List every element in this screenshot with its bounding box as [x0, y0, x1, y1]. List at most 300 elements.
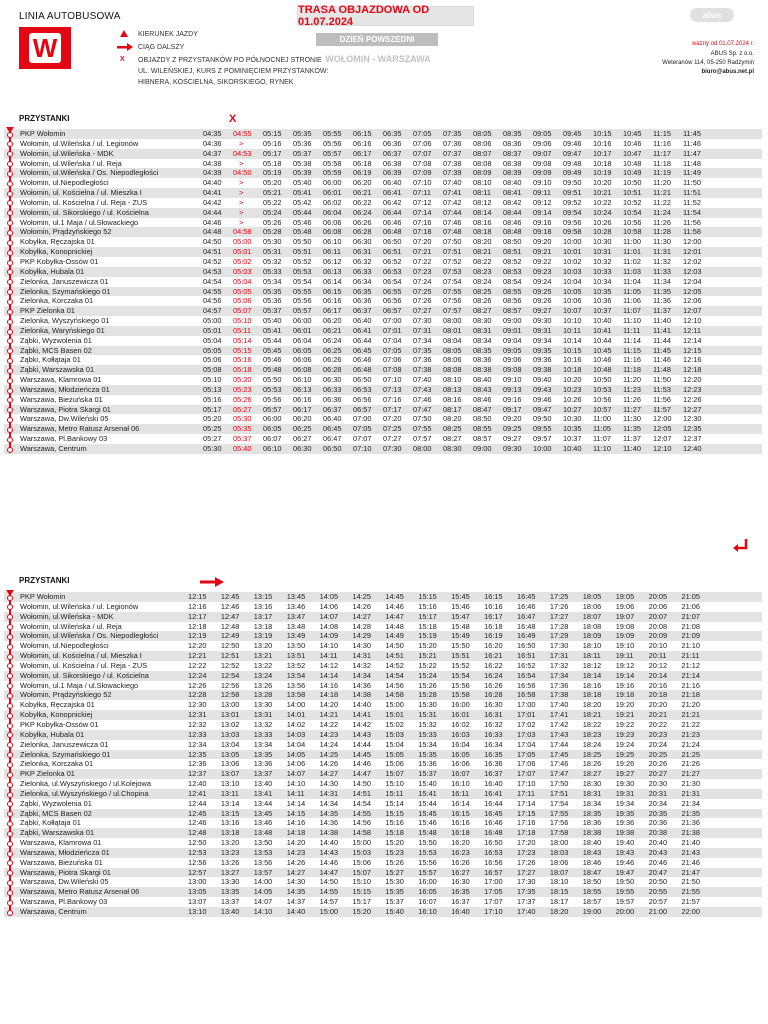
departure-time: 16:54	[517, 670, 536, 680]
departure-time: 20:40	[648, 838, 668, 848]
table-row	[4, 247, 762, 257]
departure-time: 13:54	[286, 670, 306, 680]
departure-time: 19:40	[615, 838, 635, 848]
departure-time: 15:31	[418, 710, 437, 720]
stop-dot	[7, 831, 13, 837]
stop-name: PKP Zielonka 01	[20, 769, 75, 779]
departure-time: 15:44	[418, 798, 437, 808]
departure-time: 14:40	[286, 907, 306, 916]
departure-time: 06:52	[383, 256, 402, 266]
departure-time: 06:40	[323, 414, 342, 424]
departure-time: 06:05	[293, 345, 312, 355]
departure-time: 11:20	[623, 375, 641, 385]
departure-time: 14:09	[319, 631, 339, 641]
departure-time: 21:36	[681, 818, 700, 828]
departure-time: 05:52	[293, 256, 312, 266]
departure-time: 15:18	[385, 828, 404, 838]
departure-time: 05:57	[323, 148, 342, 158]
departure-time: 06:56	[353, 394, 372, 404]
departure-time: 05:55	[293, 286, 312, 296]
departure-time: 21:40	[681, 838, 700, 848]
departure-time: 09:00	[473, 444, 492, 453]
stop-dot	[7, 220, 13, 226]
departure-time: 06:10	[263, 444, 282, 453]
departure-time: 05:20	[233, 375, 252, 385]
departure-time: 09:08	[503, 365, 522, 375]
departure-time: 14:31	[352, 651, 371, 661]
table-row	[4, 651, 762, 661]
departure-time: 12:48	[188, 828, 207, 838]
departure-time: 07:42	[443, 197, 462, 207]
departure-time: 06:21	[353, 188, 372, 198]
departure-time: 08:30	[443, 444, 462, 453]
departure-time: 05:46	[263, 355, 282, 365]
table-row	[4, 887, 762, 897]
departure-time: 07:09	[413, 168, 432, 178]
departure-time: 13:30	[220, 877, 240, 887]
departure-time: 18:24	[582, 739, 602, 749]
departure-time: 14:43	[352, 729, 371, 739]
stop-name: Wołomin, ul.Niepodległości	[20, 178, 109, 188]
departure-time: 10:00	[563, 237, 582, 247]
departure-time: 11:47	[683, 148, 701, 158]
departure-time: 08:12	[473, 197, 492, 207]
departure-time: 07:23	[413, 266, 432, 276]
departure-time: 18:18	[582, 690, 602, 700]
departure-time: 06:20	[353, 178, 372, 188]
departure-time: 14:52	[385, 660, 404, 670]
departure-time: 18:00	[549, 838, 569, 848]
departure-time: 09:47	[563, 148, 582, 158]
departure-time: 18:36	[582, 818, 602, 828]
departure-time: 14:11	[319, 651, 338, 661]
departure-time: 16:45	[517, 592, 536, 601]
departure-time: 07:08	[383, 365, 402, 375]
departure-time: 10:26	[563, 394, 582, 404]
departure-time: 16:44	[484, 798, 503, 808]
departure-time: 11:26	[623, 394, 641, 404]
departure-time: 13:16	[220, 818, 240, 828]
departure-time: 07:35	[413, 345, 432, 355]
departure-time: 12:23	[683, 384, 702, 394]
departure-time: 09:05	[503, 345, 522, 355]
departure-time: 09:27	[503, 434, 522, 444]
departure-time: 06:00	[323, 178, 342, 188]
departure-time: 21:31	[681, 788, 700, 798]
stop-dot	[7, 742, 13, 748]
departure-time: 05:23	[233, 384, 252, 394]
stop-dot	[7, 141, 13, 147]
table-row	[4, 188, 762, 198]
departure-time: 12:35	[188, 749, 207, 759]
departure-time: 18:27	[582, 769, 602, 779]
table-row	[4, 326, 762, 336]
legend-x-symbol: X	[120, 56, 125, 63]
departure-time: 09:46	[533, 394, 552, 404]
departure-time: 14:29	[352, 631, 371, 641]
departure-time: 20:07	[648, 611, 668, 621]
departure-time: 05:18	[233, 365, 252, 375]
departure-time: 10:27	[563, 404, 582, 414]
departure-time: 11:24	[653, 207, 671, 217]
departure-time: 20:16	[648, 680, 668, 690]
departure-time: 05:54	[293, 276, 312, 286]
departure-time: 08:56	[503, 296, 522, 306]
departure-time: 16:21	[484, 651, 503, 661]
departure-time: 16:02	[451, 719, 470, 729]
departure-time: 09:26	[533, 296, 552, 306]
departure-time: 10:30	[593, 237, 612, 247]
departure-time: 18:07	[549, 867, 569, 877]
departure-time: 08:10	[473, 178, 492, 188]
departure-time: 13:50	[286, 641, 306, 651]
departure-time: 18:38	[582, 828, 602, 838]
departure-time: 13:40	[253, 779, 273, 789]
continued-arrow-icon	[200, 577, 224, 587]
departure-time: 13:51	[286, 651, 306, 661]
legend-continuation: CIĄG DALSZY	[138, 44, 185, 51]
departure-time: 14:10	[253, 907, 273, 916]
stop-dot	[7, 329, 13, 335]
stop-dot	[7, 417, 13, 423]
departure-time: 05:40	[233, 444, 252, 453]
departure-time: 06:18	[353, 158, 372, 168]
departure-time: 06:26	[353, 217, 372, 227]
departure-time: 14:47	[319, 867, 339, 877]
departure-time: 17:55	[549, 808, 569, 818]
departure-time: 06:16	[293, 394, 312, 404]
departure-time: 18:06	[582, 601, 602, 611]
departure-time: 08:55	[473, 424, 492, 434]
departure-time: 17:00	[517, 700, 536, 710]
departure-time: 05:19	[263, 168, 282, 178]
table-row	[4, 218, 762, 228]
departure-time: 20:43	[648, 847, 668, 857]
departure-time: 08:16	[473, 217, 492, 227]
departure-time: 14:04	[286, 739, 306, 749]
departure-time: 06:54	[383, 276, 402, 286]
departure-time: 09:08	[533, 158, 552, 168]
table-row	[4, 306, 762, 316]
departure-time: 08:21	[473, 247, 492, 257]
departure-time: 14:07	[319, 611, 339, 621]
departure-time: 13:05	[220, 749, 240, 759]
departure-time: 09:56	[563, 217, 582, 227]
departure-time: 05:50	[263, 375, 282, 385]
departure-time: 13:16	[253, 601, 273, 611]
direction-down-icon	[6, 127, 14, 133]
departure-time: 20:11	[648, 651, 667, 661]
departure-time: 15:24	[418, 670, 437, 680]
stop-dot	[7, 427, 13, 433]
stop-name: Ząbki, Warszawska 01	[20, 365, 95, 375]
departure-time: 16:35	[451, 887, 470, 897]
departure-time: 18:21	[582, 710, 602, 720]
departure-time: 04:46	[203, 217, 222, 227]
departure-time: 14:03	[286, 729, 306, 739]
departure-time: 12:46	[220, 601, 240, 611]
departure-time: 18:11	[582, 651, 601, 661]
departure-time: 17:14	[517, 798, 536, 808]
departure-time: 19:27	[615, 769, 635, 779]
departure-time: 21:55	[681, 887, 700, 897]
departure-time: 14:57	[319, 897, 339, 907]
table-row	[4, 139, 762, 149]
departure-time: 18:50	[582, 877, 602, 887]
stop-name: Warszawa, Bieżuńska 01	[20, 394, 103, 404]
stop-dot	[7, 161, 13, 167]
departure-time: 08:00	[443, 316, 462, 326]
departure-time: 07:22	[413, 256, 432, 266]
departure-time: 12:58	[220, 690, 240, 700]
departure-time: 11:10	[623, 316, 641, 326]
departure-time: 15:46	[418, 818, 437, 828]
departure-time: 21:18	[681, 690, 700, 700]
departure-time: 10:14	[563, 335, 582, 345]
departure-time: 14:55	[352, 808, 371, 818]
departure-time: 11:10	[593, 444, 611, 453]
departure-time: 14:30	[319, 779, 339, 789]
stop-dot	[7, 782, 13, 788]
stop-dot	[7, 654, 13, 660]
departure-time: 15:22	[418, 660, 437, 670]
departure-time: 18:06	[549, 857, 569, 867]
departure-time: 08:34	[473, 335, 492, 345]
departure-time: 10:48	[593, 365, 612, 375]
departure-time: 12:27	[683, 404, 702, 414]
departure-time: 06:30	[323, 375, 342, 385]
departure-time: 12:47	[220, 611, 240, 621]
departure-time: 11:37	[623, 434, 641, 444]
departure-time: 18:03	[549, 847, 569, 857]
departure-time: 21:30	[681, 779, 700, 789]
departure-time: 09:10	[503, 375, 522, 385]
departure-time: 14:22	[319, 719, 339, 729]
departure-time: 13:14	[220, 798, 240, 808]
departure-time: 14:18	[286, 828, 306, 838]
stop-dot	[7, 693, 13, 699]
departure-time: 14:10	[319, 641, 339, 651]
departure-time: 08:01	[443, 325, 462, 335]
departure-time: 14:26	[352, 601, 371, 611]
stop-dot	[7, 614, 13, 620]
departure-time: 10:17	[593, 148, 612, 158]
departure-time: 14:58	[385, 690, 404, 700]
departure-time: 12:37	[188, 769, 207, 779]
departure-time: 06:30	[293, 444, 312, 453]
departure-time: 21:21	[681, 710, 700, 720]
departure-time: 21:11	[681, 651, 700, 661]
departure-time: 06:38	[383, 158, 402, 168]
departure-time: 13:28	[253, 690, 273, 700]
stop-name: Warszawa, Metro Ratusz Arsenał 06	[20, 887, 140, 897]
departure-time: 09:25	[533, 286, 552, 296]
departure-time: 11:33	[653, 266, 671, 276]
departure-time: 06:25	[293, 424, 312, 434]
departure-time: 18:15	[549, 887, 569, 897]
departure-time: 14:30	[352, 641, 371, 651]
table-row	[4, 227, 762, 237]
departure-time: 06:26	[323, 355, 342, 365]
departure-time: 19:26	[615, 759, 635, 769]
departure-time: 05:16	[233, 355, 252, 365]
departure-time: 12:11	[683, 325, 701, 335]
departure-time: 09:48	[563, 158, 582, 168]
departure-time: 11:53	[653, 384, 671, 394]
departure-time: 15:20	[418, 641, 437, 651]
departure-time: 19:43	[615, 847, 635, 857]
departure-time: 07:17	[383, 404, 402, 414]
departure-time: 05:59	[323, 168, 342, 178]
departure-time: 18:20	[549, 907, 569, 916]
departure-time: 05:14	[233, 335, 252, 345]
departure-time: 07:35	[443, 129, 462, 138]
departure-time: 20:55	[648, 887, 668, 897]
departure-time: 04:40	[203, 178, 222, 188]
departure-time: 12:18	[188, 621, 207, 631]
departure-time: 05:53	[293, 266, 312, 276]
table-row	[4, 868, 762, 878]
departure-time: 14:06	[286, 759, 306, 769]
departure-time: 10:20	[593, 178, 612, 188]
departure-time: 12:33	[188, 729, 207, 739]
departure-time: 05:37	[293, 148, 312, 158]
departure-time: 18:35	[582, 808, 602, 818]
departure-time: 06:50	[353, 375, 372, 385]
departure-time: 11:27	[623, 404, 641, 414]
departure-time: 17:41	[549, 710, 569, 720]
departure-time: 11:50	[653, 375, 671, 385]
departure-time: 13:00	[188, 877, 207, 887]
departure-time: 13:15	[253, 592, 273, 601]
departure-time: 18:34	[582, 798, 602, 808]
departure-time: 10:30	[563, 414, 582, 424]
departure-time: 08:10	[443, 375, 462, 385]
company-name: ABUS Sp. z o.o.	[710, 51, 754, 57]
departure-time: 13:10	[220, 779, 240, 789]
departure-time: 12:50	[220, 641, 240, 651]
departure-time: 06:55	[383, 286, 402, 296]
departure-time: 17:07	[484, 897, 503, 907]
departure-time: 16:06	[451, 759, 470, 769]
departure-time: 05:25	[203, 424, 222, 434]
departure-time: 05:20	[263, 178, 282, 188]
departure-time: 05:40	[263, 316, 282, 326]
company-email: biuro@abus.net.pl	[701, 69, 754, 75]
continuation-turn-arrow-icon	[733, 538, 749, 554]
departure-time: 11:48	[653, 365, 671, 375]
table-row	[4, 316, 762, 326]
departure-time: 06:46	[383, 217, 402, 227]
departure-time: 13:40	[220, 907, 240, 916]
departure-time: 06:37	[383, 148, 402, 158]
departure-time: 12:30	[188, 700, 207, 710]
departure-time: 06:37	[323, 404, 342, 414]
departure-time: 07:57	[413, 434, 432, 444]
departure-time: 06:36	[383, 138, 402, 148]
departure-time: 12:19	[188, 631, 207, 641]
stop-dot	[7, 634, 13, 640]
departure-time: 15:03	[352, 847, 371, 857]
departure-time: 10:54	[623, 207, 642, 217]
departure-time: 13:10	[188, 907, 207, 916]
departure-time: 11:52	[683, 197, 701, 207]
departure-time: 08:48	[503, 227, 522, 237]
departure-time: 15:47	[451, 611, 470, 621]
departure-time: 07:40	[443, 178, 462, 188]
departure-time: 09:01	[503, 325, 522, 335]
table-row	[4, 710, 762, 720]
departure-time: 21:09	[681, 631, 700, 641]
stop-dot	[7, 663, 13, 669]
departure-time: 05:36	[263, 296, 282, 306]
departure-time: 17:46	[549, 759, 569, 769]
departure-time: 16:51	[517, 651, 536, 661]
departure-time: 14:56	[352, 818, 371, 828]
departure-time: 12:07	[653, 434, 672, 444]
departure-time: 06:15	[353, 129, 372, 138]
table-row	[4, 622, 762, 632]
stop-dot	[7, 437, 13, 443]
departure-time: 08:06	[473, 138, 492, 148]
departure-time: 06:31	[353, 247, 372, 257]
table-row	[4, 858, 762, 868]
departure-time: 09:51	[563, 188, 582, 198]
departure-time: 14:42	[352, 719, 371, 729]
departure-time: 19:57	[615, 897, 635, 907]
stop-dot	[7, 713, 13, 719]
valid-from: ważny od 01.07.2024 r.	[691, 41, 754, 47]
departure-time: 11:17	[653, 148, 671, 158]
stop-dot	[7, 378, 13, 384]
departure-time: 17:16	[517, 818, 536, 828]
departure-time: 19:46	[615, 857, 635, 867]
departure-time: 05:57	[293, 306, 312, 316]
departure-time: 18:09	[582, 631, 602, 641]
departure-time: 10:06	[563, 296, 582, 306]
departure-time: 06:46	[353, 355, 372, 365]
departure-time: 11:15	[653, 129, 671, 138]
departure-time: 09:22	[533, 256, 552, 266]
departure-time: 17:11	[517, 788, 535, 798]
departure-time: 08:37	[503, 148, 522, 158]
departure-time: >	[239, 138, 244, 148]
table-row	[4, 769, 762, 779]
stop-name: Warszawa, Pl.Bankowy 03	[20, 434, 108, 444]
departure-time: 16:04	[451, 739, 470, 749]
departure-time: 19:16	[615, 680, 635, 690]
stop-dot	[7, 407, 13, 413]
departure-time: 08:27	[473, 306, 492, 316]
departure-time: 14:45	[385, 592, 404, 601]
departure-time: 14:55	[319, 887, 339, 897]
departure-time: 16:07	[418, 897, 437, 907]
departure-time: 16:56	[517, 680, 536, 690]
departure-time: 12:26	[683, 394, 702, 404]
table-row	[4, 612, 762, 622]
stop-dot	[7, 210, 13, 216]
departure-time: 11:01	[623, 247, 641, 257]
departure-time: 09:05	[533, 129, 552, 138]
table-row	[4, 237, 762, 247]
stop-name: PKP Wołomin	[20, 592, 66, 601]
departure-time: 10:50	[593, 375, 612, 385]
departure-time: 09:57	[533, 434, 552, 444]
departure-time: 10:37	[563, 434, 582, 444]
stop-name: Zielonka, Januszewicza 01	[20, 739, 109, 749]
departure-time: 08:50	[473, 414, 492, 424]
departure-time: 05:56	[323, 138, 342, 148]
